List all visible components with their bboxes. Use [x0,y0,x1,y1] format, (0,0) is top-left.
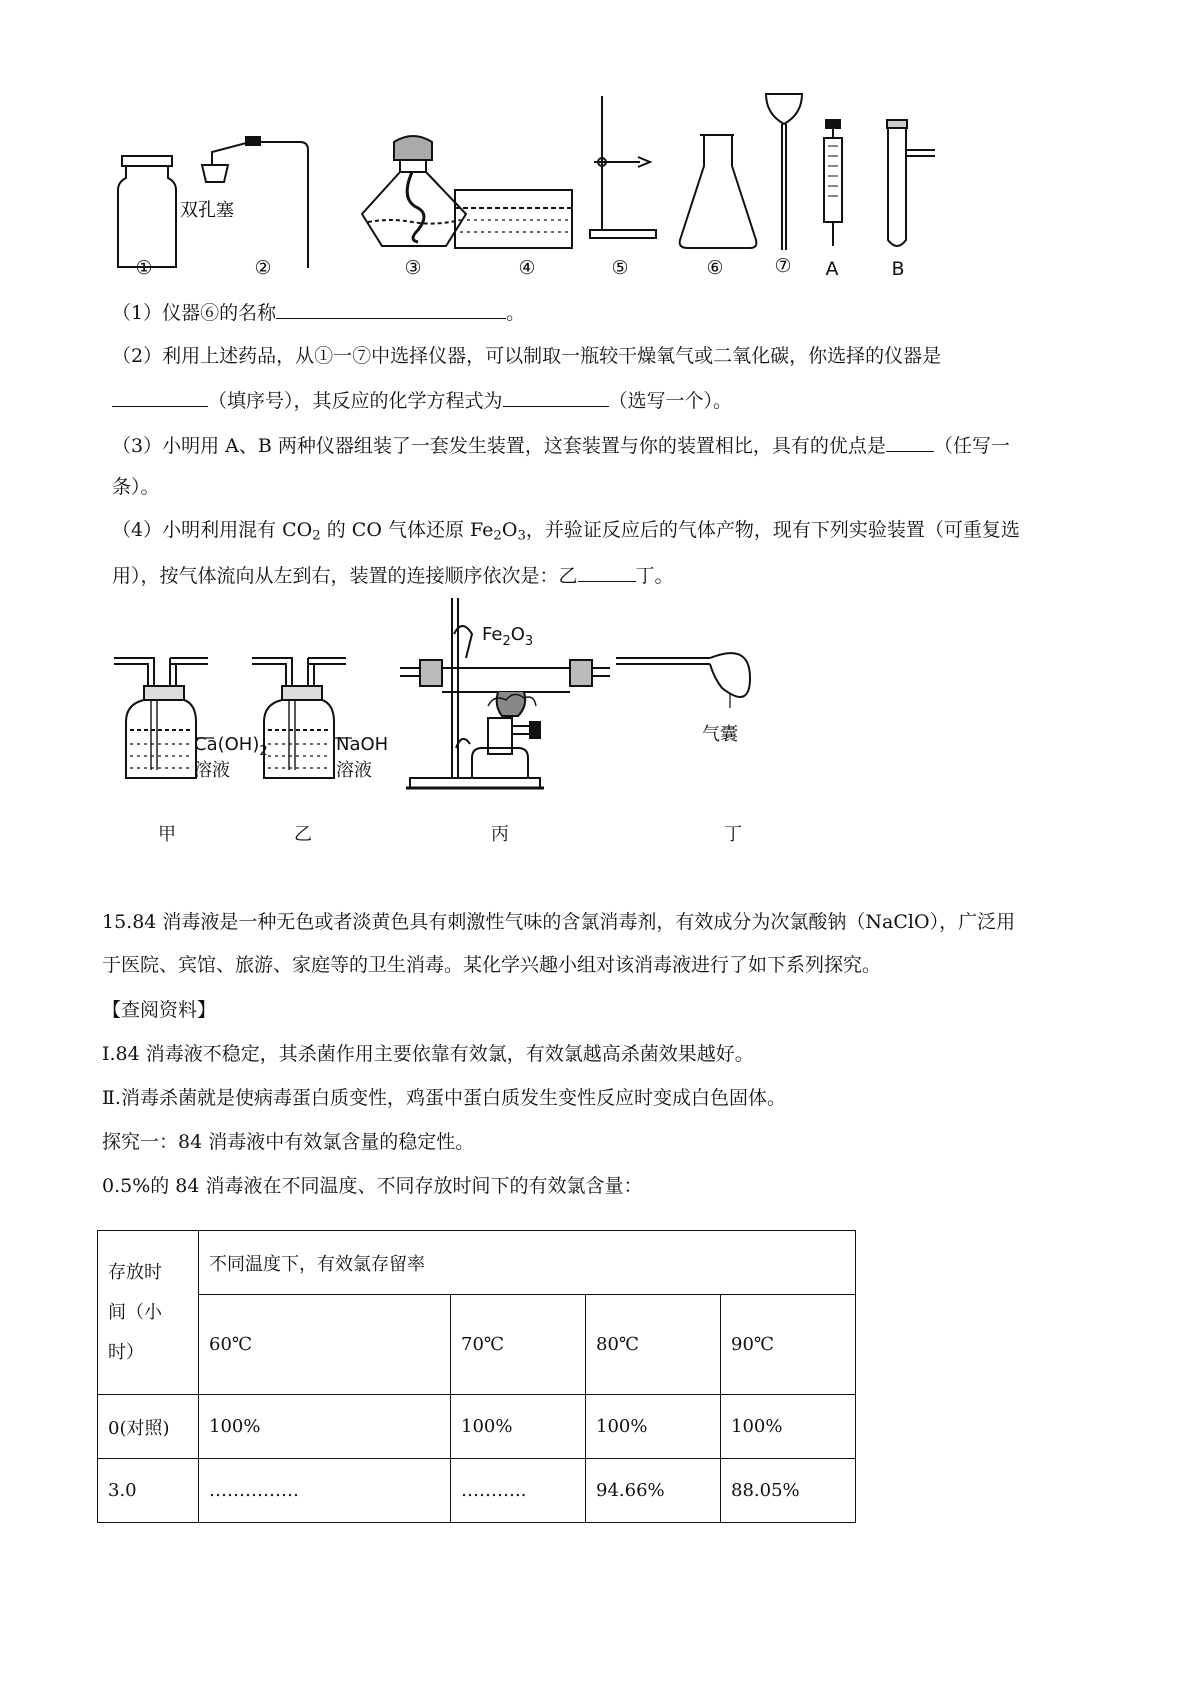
q15-line-1: 15.84 消毒液是一种无色或者淡黄色具有刺激性气味的含氯消毒剂，有效成分为次氯酸钠（NaClO），广泛用 [102,911,1016,933]
apparatus-figure [110,598,830,868]
info-2: Ⅱ.消毒杀菌就是使病毒蛋白质变性，鸡蛋中蛋白质发生变性反应时变成白色固体。 [102,1087,786,1109]
table-row [98,1459,856,1523]
time-cell: 0(对照) [98,1395,199,1459]
reduction-apparatus-icon [400,598,610,788]
explore-1: 探究一：84 消毒液中有效氯含量的稳定性。 [102,1131,475,1153]
device-label-ding: 丁 [724,824,742,845]
temp-header: 60℃ [199,1295,451,1395]
instrument-label: ⑥ [706,257,724,279]
instrument-label: ⑤ [611,257,629,279]
conical-flask-icon [680,135,757,248]
two-hole-stopper-label: 双孔塞 [180,200,234,221]
answer-blank [503,386,609,407]
question-4-line-1: （4）小明利用混有 $CO_2$ 的 CO 气体还原 $Fe_2O_3$，并验证反应后的气体产物，现有下列实验装置（可重复选 [112,519,1020,544]
row-header-cell: 存放时 间（小 时） [98,1231,199,1395]
question-3-line-1: （3）小明用 A、B 两种仪器组装了一套发生装置，这套装置与你的装置相比，具有的优点是 （任写一 [112,431,1010,459]
value-cell: 94.66% [586,1459,721,1523]
branched-test-tube-icon [887,120,935,246]
instrument-label: ② [254,257,272,279]
answer-blank [886,431,934,452]
question-3-line-2: 条）。 [112,476,160,498]
instrument-label: ③ [404,257,422,279]
device-label-jia: 甲 [158,824,176,845]
temp-header: 90℃ [721,1295,856,1395]
water-trough-icon [455,190,572,248]
question-4-line-2: 用），按气体流向从左到右，装置的连接顺序依次是：乙 丁。 [112,561,674,589]
temp-header: 80℃ [586,1295,721,1395]
question-2-line-2: （填序号），其反应的化学方程式为 （选写一个）。 [112,386,732,414]
table-intro: 0.5%的 84 消毒液在不同温度、不同存放时间下的有效氯含量： [102,1175,643,1197]
solution-label-jia: 溶液 [194,760,230,781]
instrument-label: A [825,258,839,280]
chlorine-retention-table [97,1230,856,1523]
gas-balloon-icon [616,653,750,708]
table-row [98,1395,856,1459]
fe2o3-label: $Fe_2O_3$ [482,624,534,649]
instrument-label: ⑦ [774,255,792,277]
value-cell: 100% [721,1395,856,1459]
temp-header: 70℃ [451,1295,586,1395]
time-cell: 3.0 [98,1459,199,1523]
device-label-yi: 乙 [294,824,312,845]
value-cell: 100% [586,1395,721,1459]
value-cell: 100% [451,1395,586,1459]
answer-blank [276,298,506,319]
iron-stand-icon [590,96,656,238]
device-label-bing: 丙 [491,824,509,845]
instrument-label: ① [135,257,153,279]
value-cell: …………… [199,1459,451,1523]
group-header-cell: 不同温度下，有效氯存留率 [199,1231,856,1295]
instrument-label: B [891,258,905,280]
section-heading: 【查阅资料】 [102,999,217,1021]
answer-blank [578,561,636,582]
instrument-label: ④ [518,257,536,279]
syringe-icon [824,120,842,246]
info-1: I.84 消毒液不稳定，其杀菌作用主要依靠有效氯，有效氯越高杀菌效果越好。 [102,1043,754,1065]
question-2-line-1: （2）利用上述药品，从①一⑦中选择仪器，可以制取一瓶较干燥氧气或二氧化碳，你选择的仪器是 [112,345,942,367]
caoh2-label: $Ca(OH)_2$ [194,734,268,759]
answer-blank [112,386,208,407]
q15-line-2: 于医院、宾馆、旅游、家庭等的卫生消毒。某化学兴趣小组对该消毒液进行了如下系列探究。 [102,954,882,976]
question-1: （1）仪器⑥的名称 。 [112,298,525,326]
wide-mouth-bottle-icon [118,156,176,267]
value-cell: 100% [199,1395,451,1459]
balloon-label: 气囊 [702,724,738,745]
long-neck-funnel-icon [766,94,802,250]
value-cell: ……….. [451,1459,586,1523]
value-cell: 88.05% [721,1459,856,1523]
naoh-label: NaOH [336,734,389,755]
alcohol-lamp-icon [362,136,466,246]
solution-label-yi: 溶液 [336,760,372,781]
